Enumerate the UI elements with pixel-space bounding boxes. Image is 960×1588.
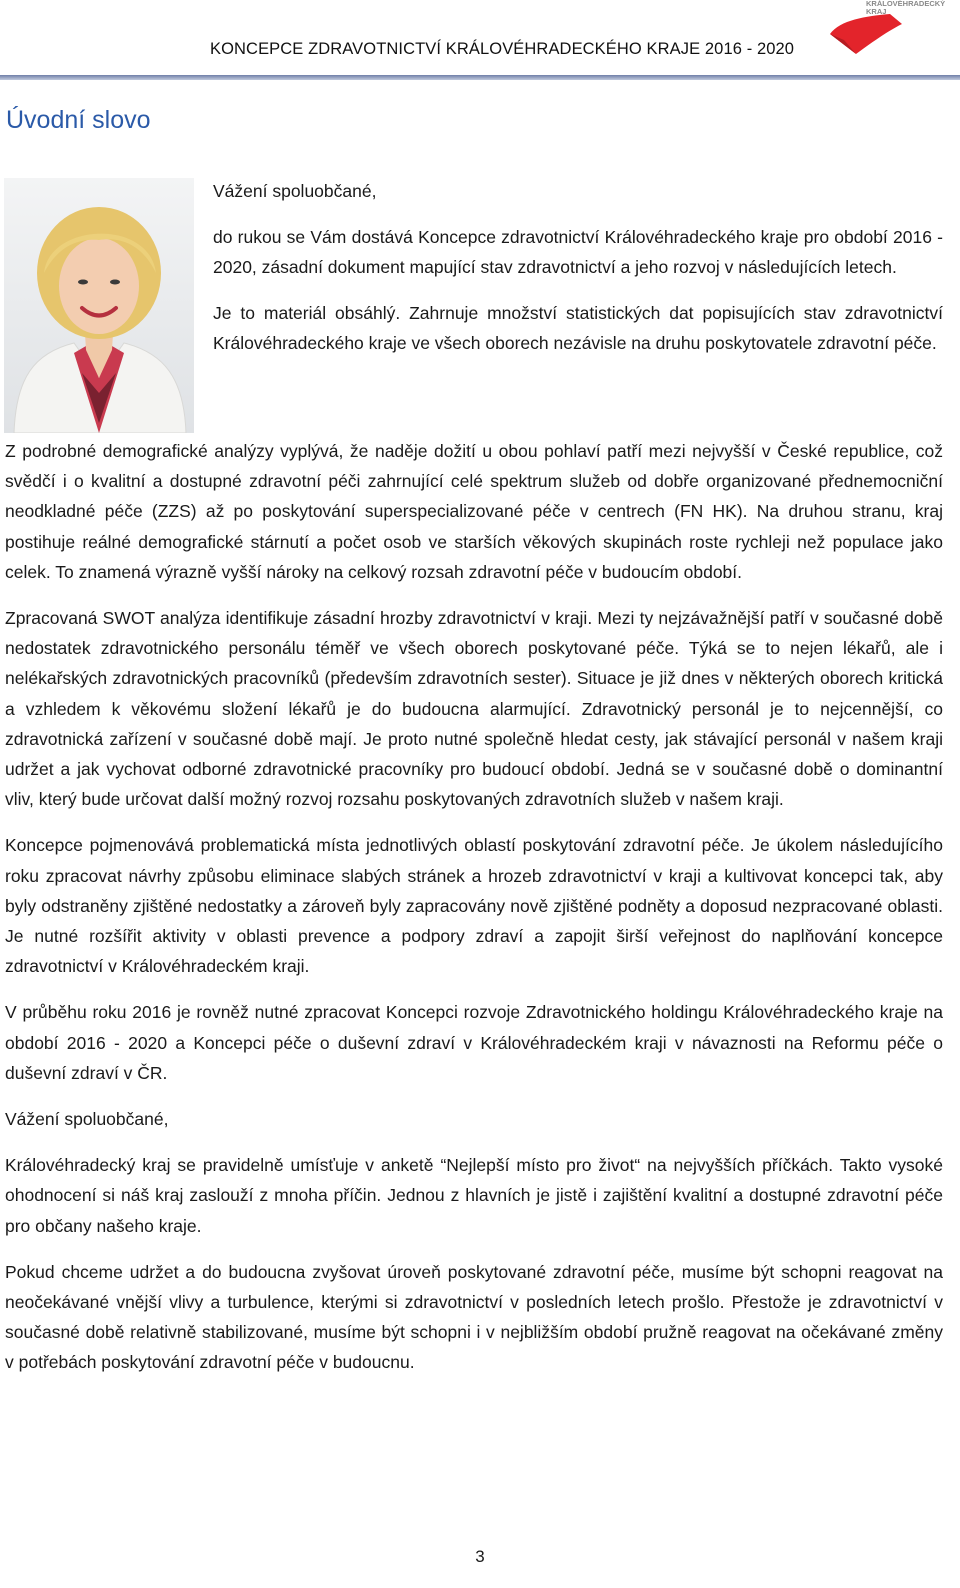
page-heading: Úvodní slovo: [6, 106, 151, 134]
logo-line-2: KRAJ: [866, 7, 887, 16]
body-salutation: Vážení spoluobčané,: [5, 1109, 169, 1130]
body-paragraph: Pokud chceme udržet a do budoucna zvyšovat úroveň poskytované zdravotní péče, musíme být schopni reagovat na neočekávané vnější vlivy a turbulence, kterými si zdravotnictví v posledních letech prošlo. Přestože je zdravotnictví v současné době relativně stabilizované, musíme být schopni i v nejbližším období pružně reagovat na očekávané změny v potřebách poskytování zdravotní péče v budoucnu.: [5, 1261, 943, 1373]
page-number: 3: [475, 1547, 485, 1566]
logo-line-1: KRÁLOVÉHRADECKÝ: [866, 0, 946, 8]
portrait-icon: [4, 178, 194, 433]
body-paragraph: Koncepce pojmenovává problematická místa jednotlivých oblastí poskytování zdravotní péče. Je úkolem následujícího roku zpracovat návrhy způsobu eliminace slabých stránek a hrozeb zdravotnictví v kraji a kultivovat koncepci tak, aby byly odstraněny zjištěné nedostatky a zároveň byly zapracovány nově zjištěné podněty a doposud nezpracované oblasti. Je nutné rozšířit aktivity v oblasti prevence a podpory zdraví a zapojit širší veřejnost do naplňování koncepce zdravotnictví v Královéhradeckém kraji.: [5, 835, 943, 977]
portrait-photo: [4, 178, 194, 433]
document-header-title: KONCEPCE ZDRAVOTNICTVÍ KRÁLOVÉHRADECKÉHO KRAJE 2016 - 2020: [210, 40, 795, 58]
body-paragraph: Z podrobné demografické analýzy vyplývá, že naděje dožití u obou pohlaví patří mezi nejvyšší v České republice, což svědčí i o kvalitní a dostupné zdravotní péči zahrnující celé spektrum služeb od dobře organizované přednemocniční neodkladné péče (ZZS) až po poskytování superspecializované péče v centrech (FN HK). Na druhou stranu, kraj postihuje reálné demografické stárnutí a počet osob ve starších věkových skupinách roste rychleji než populace jako celek. To znamená výrazně vyšší nároky na celkový rozsah zdravotní péče v budoucím období.: [5, 441, 943, 582]
body-text: [5, 436, 943, 1394]
intro-text: [213, 176, 943, 374]
body-paragraph: Královéhradecký kraj se pravidelně umísťuje v anketě “Nejlepší místo pro život“ na nejvyšších příčkách. Takto vysoké ohodnocení si náš kraj zaslouží z mnoha příčin. Jednou z hlavních je jistě i zajištění kvalitní a dostupné zdravotní péče pro občany našeho kraje.: [5, 1155, 943, 1236]
intro-paragraph: do rukou se Vám dostává Koncepce zdravotnictví Královéhradeckého kraje pro období 2016 - 2020, zásadní dokument mapující stav zdravotnictví a jeho rozvoj v následujících letech.: [213, 227, 943, 277]
logo-mark-icon: [826, 10, 906, 56]
intro-paragraph: Je to materiál obsáhlý. Zahrnuje množství statistických dat popisujících stav zdravotnictví Královéhradeckého kraje ve všech oborech nezávisle na druhu poskytovatele zdravotní péče.: [213, 303, 943, 353]
region-logo: [826, 0, 950, 60]
header-rule: [0, 75, 960, 80]
body-paragraph: Zpracovaná SWOT analýza identifikuje zásadní hrozby zdravotnictví v kraji. Mezi ty nejzávažnější patří v současné době nedostatek zdravotnického personálu téměř ve všech oborech poskytované péče. Týká se to nejen lékařů, ale i nelékařských zdravotnických pracovníků (především zdravotních sester). Situace je již dnes v některých oborech kritická a vzhledem k věkovému složení lékařů je do budoucna alarmující. Zdravotnický personál je to nejcennější, co zdravotnická zařízení v současné době mají. Je proto nutné společně hledat cesty, jak stávající personál v našem kraji udržet a jak vychovat odborné zdravotnické pracovníky pro budoucí období. Jedná se v současné době o dominantní vliv, který bude určovat další možný rozvoj rozsahu poskytovaných zdravotních služeb v našem kraji.: [5, 608, 943, 810]
body-paragraph: V průběhu roku 2016 je rovněž nutné zpracovat Koncepci rozvoje Zdravotnického holdingu Královéhradeckého kraje na období 2016 - 2020 a Koncepci péče o duševní zdraví v Královéhradeckém kraji v návaznosti na Reformu péče o duševní zdraví v ČR.: [5, 1002, 943, 1083]
intro-salutation: Vážení spoluobčané,: [213, 181, 377, 201]
